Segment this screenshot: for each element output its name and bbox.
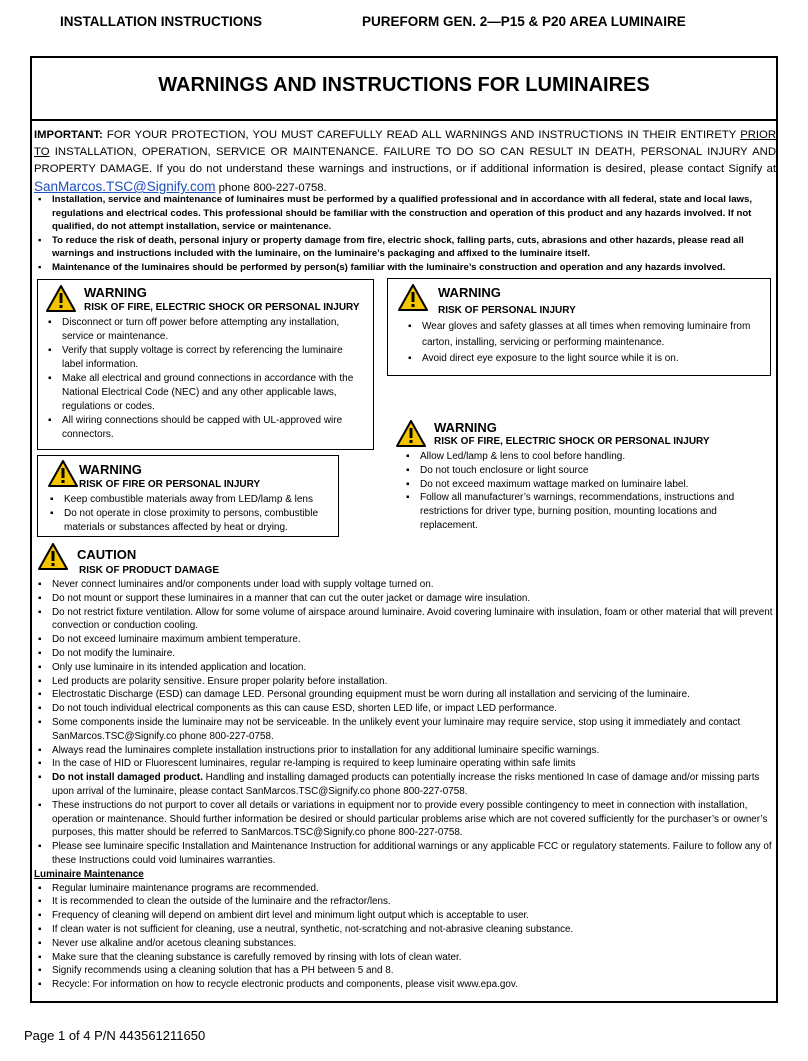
list-item <box>34 771 776 799</box>
list-item: ▪ Verify that supply voltage is correct by referencing the luminaire label information. <box>44 344 366 372</box>
list-item: ▪ Please see luminaire specific Installation and Maintenance Instruction for additional warnings or any applicable FCC or regulatory statements. Failure to follow any of these Instructions could void luminaires warranties. <box>34 840 776 868</box>
warning-subtitle: RISK OF PERSONAL INJURY <box>438 305 576 316</box>
header-left: INSTALLATION INSTRUCTIONS <box>60 14 262 29</box>
warning-box-fire <box>37 455 339 537</box>
list-item: ▪ Signify recommends using a cleaning solution that has a PH between 5 and 8. <box>34 964 776 978</box>
list-item: ▪ Make sure that the cleaning substance is carefully removed by rinsing with lots of clean water. <box>34 951 776 965</box>
list-item: ▪ All wiring connections should be capped with UL-approved wire connectors. <box>44 414 366 442</box>
list-item: ▪ To reduce the risk of death, personal injury or property damage from fire, electric shock, falling parts, cuts, abrasions and other hazards, please read all warnings and instructions included with the luminaire, on the luminaire’s packaging and affixed to the luminaire itself. <box>34 234 776 261</box>
warning-triangle-icon <box>396 420 426 447</box>
warning-title: WARNING <box>79 462 142 477</box>
list-item: ▪ Disconnect or turn off power before attempting any installation, service or maintenance. <box>44 316 366 344</box>
list-item: ▪ Do not modify the luminaire. <box>34 647 776 661</box>
list-item: ▪ If clean water is not sufficient for cleaning, use a neutral, synthetic, not-scratching and not-abrasive cleaning substance. <box>34 923 776 937</box>
caution-content <box>34 578 776 992</box>
list-item: ▪ Only use luminaire in its intended application and location. <box>34 661 776 675</box>
caution-subtitle: RISK OF PRODUCT DAMAGE <box>79 565 219 576</box>
list-item: ▪ Maintenance of the luminaires should be performed by person(s) familiar with the luminaire’s construction and operation and any hazards involved. <box>34 261 776 275</box>
warning-triangle-icon <box>398 284 428 311</box>
contact-phone: phone 800-227-0758. <box>215 182 327 194</box>
list-item: ▪ Do not exceed luminaire maximum ambient temperature. <box>34 633 776 647</box>
maintenance-heading: Luminaire Maintenance <box>34 868 144 880</box>
important-bullets <box>34 193 776 275</box>
list-item: ▪ Never use alkaline and/or acetous cleaning substances. <box>34 937 776 951</box>
list-item: ▪ Do not operate in close proximity to persons, combustible materials or substances affected by heat or drying. <box>46 507 334 535</box>
list-item: ▪ Frequency of cleaning will depend on ambient dirt level and minimum light output which is acceptable to user. <box>34 909 776 923</box>
title-divider <box>30 119 778 121</box>
important-text: FOR YOUR PROTECTION, YOU MUST CAREFULLY READ ALL WARNINGS AND INSTRUCTIONS IN THEIR ENTIRETY <box>102 129 741 141</box>
warning-list <box>44 316 366 442</box>
caution-triangle-icon <box>38 543 68 570</box>
list-item: ▪ Do not exceed maximum wattage marked on luminaire label. <box>402 478 762 492</box>
warning-triangle-icon <box>48 460 78 487</box>
warning-box-personal <box>387 278 771 376</box>
page-footer: Page 1 of 4 P/N 443561211650 <box>24 1028 206 1043</box>
list-item: ▪ Avoid direct eye exposure to the light source while it is on. <box>404 351 764 367</box>
list-item: ▪ Recycle: For information on how to recycle electronic products and components, please visit www.epa.gov. <box>34 978 776 992</box>
damaged-text: Handling and installing damaged products can potentially increase the risks mentioned In case of damage and/or missing parts upon arrival of the luminaire, please contact SanMarcos.TSC@Signify.co phone 800-227-0758. <box>52 772 760 797</box>
warning-subtitle: RISK OF FIRE, ELECTRIC SHOCK OR PERSONAL INJURY <box>84 302 360 313</box>
contact-email-link[interactable]: SanMarcos.TSC@Signify.com <box>34 179 216 194</box>
warning-title: WARNING <box>438 285 501 300</box>
list-item: ▪ Never connect luminaires and/or components under load with supply voltage turned on. <box>34 578 776 592</box>
list-item: ▪ Electrostatic Discharge (ESD) can damage LED. Personal grounding equipment must be worn during all installation and servicing of the luminaire. <box>34 688 776 702</box>
important-underlined: PRIOR TO <box>34 129 776 158</box>
important-label: IMPORTANT: <box>34 129 103 141</box>
warning-box-fire-electric <box>392 417 778 535</box>
damaged-bold: Do not install damaged product. <box>52 772 203 784</box>
important-text-after: INSTALLATION, OPERATION, SERVICE OR MAINTENANCE. FAILURE TO DO SO CAN RESULT IN DEATH, PERSONAL INJURY AND PROPERTY DAMAGE. If you do not understand these warnings and instructions, or if additional information is desired, please contact Signify at <box>34 146 776 175</box>
warning-subtitle: RISK OF FIRE, ELECTRIC SHOCK OR PERSONAL INJURY <box>434 436 710 447</box>
caution-title: CAUTION <box>77 547 137 562</box>
warning-list <box>404 319 764 367</box>
list-item: ▪ Wear gloves and safety glasses at all times when removing luminaire from carton, installing, servicing or performing maintenance. <box>404 319 764 351</box>
list-item: ▪ Installation, service and maintenance of luminaires must be performed by a qualified professional and in accordance with all federal, state and local laws, regulations and electrical codes. This professional should be familiar with the construction and operation of this product and any hazards involved. If not qualified, do not attempt installation, service or maintenance. <box>34 193 776 234</box>
warning-box-electric <box>37 279 374 450</box>
list-item: ▪ Regular luminaire maintenance programs are recommended. <box>34 882 776 896</box>
list-item: ▪ Keep combustible materials away from LED/lamp & lens <box>46 493 334 507</box>
warning-subtitle: RISK OF FIRE OR PERSONAL INJURY <box>79 479 261 490</box>
list-item: ▪ Do not restrict fixture ventilation. Allow for some volume of airspace around luminaire. Avoid covering luminaire with insulation, foam or other material that will prevent convection or conduction cooling. <box>34 606 776 634</box>
warning-title: WARNING <box>434 420 497 435</box>
list-item: ▪ Led products are polarity sensitive. Ensure proper polarity before installation. <box>34 675 776 689</box>
warning-title: WARNING <box>84 285 147 300</box>
warning-list <box>402 450 762 533</box>
header-right: PUREFORM GEN. 2—P15 & P20 AREA LUMINAIRE <box>362 14 686 29</box>
list-item: ▪ These instructions do not purport to cover all details or variations in equipment nor to provide every possible contingency to meet in connection with installation, operation or maintenance. Should further information be desired or should particular problems arise which are not covered sufficiently for the purchaser’s or owner’s purposes, this matter should be referred to SanMarcos.TSC@Signify.co phone 800-227-0758. <box>34 799 776 840</box>
list-item: ▪ Follow all manufacturer’s warnings, recommendations, instructions and restrictions for driver type, burning position, mounting locations and replacement. <box>402 491 762 532</box>
list-item: ▪ It is recommended to clean the outside of the luminaire and the refractor/lens. <box>34 895 776 909</box>
warning-list <box>46 493 334 534</box>
list-item: ▪ In the case of HID or Fluorescent luminaires, regular re-lamping is required to keep luminaire operating within safe limits <box>34 757 776 771</box>
list-item: ▪ Make all electrical and ground connections in accordance with the National Electrical Code (NEC) and any other applicable laws, regulations or codes. <box>44 372 366 414</box>
list-item: ▪ Allow Led/lamp & lens to cool before handling. <box>402 450 762 464</box>
list-item: ▪ Some components inside the luminaire may not be serviceable. In the unlikely event your luminaire may require service, stop using it immediately and contact SanMarcos.TSC@Signify.co phone 800-227-0758. <box>34 716 776 744</box>
list-item: ▪ Do not touch enclosure or light source <box>402 464 762 478</box>
list-item: ▪ Do not touch individual electrical components as this can cause ESD, shorten LED life, or impact LED performance. <box>34 702 776 716</box>
maintenance-list <box>34 882 776 992</box>
list-item: ▪ Always read the luminaires complete installation instructions prior to installation for any additional luminaire specific warnings. <box>34 744 776 758</box>
list-item: ▪ Do not mount or support these luminaires in a manner that can cut the outer jacket or damage wire insulation. <box>34 592 776 606</box>
important-paragraph <box>34 127 776 197</box>
page-title: WARNINGS AND INSTRUCTIONS FOR LUMINAIRES <box>158 74 650 96</box>
caution-list <box>34 578 776 868</box>
warning-triangle-icon <box>46 285 76 312</box>
